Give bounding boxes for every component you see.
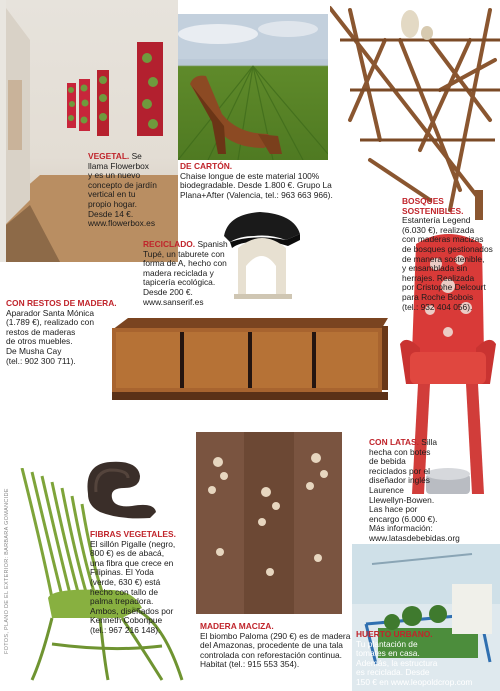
caption-line: 800 €) es de abacá, bbox=[90, 548, 165, 559]
caption-line: de otros muebles. bbox=[6, 336, 73, 347]
caption-line: Tupé, un taburete con bbox=[143, 248, 225, 259]
caption-line: palma trepadora. bbox=[90, 596, 154, 607]
caption-line: Ambos, diseñados por bbox=[90, 605, 174, 616]
caption-heading: VEGETAL. bbox=[88, 151, 130, 161]
caption-carton bbox=[180, 162, 340, 200]
caption-line: y ensamblada sin bbox=[402, 263, 468, 274]
caption-line: www.latasdebebidas.org bbox=[369, 532, 460, 543]
caption-line: una fibra que crece en bbox=[90, 557, 174, 568]
caption-fibras bbox=[90, 530, 194, 636]
caption-line: Tu plantación de bbox=[356, 638, 418, 649]
caption-bosques bbox=[402, 197, 498, 312]
caption-line: De Musha Cay bbox=[6, 345, 62, 356]
caption-line: Desde 200 €. bbox=[143, 286, 193, 297]
caption-heading: BOSQUES bbox=[402, 196, 444, 206]
caption-line: para Roche Bobois bbox=[402, 291, 474, 302]
caption-line: forma de A, hecho con bbox=[143, 258, 227, 269]
caption-reciclado bbox=[143, 240, 233, 307]
caption-line: Estantería Legend bbox=[402, 215, 471, 226]
caption-line: Desde 14 €. bbox=[88, 208, 134, 219]
caption-heading: MADERA MACIZA. bbox=[200, 621, 274, 631]
paloma-screen-photo bbox=[196, 432, 342, 614]
caption-line: El biombo Paloma (290 €) es de madera bbox=[200, 630, 351, 641]
caption-line: El sillón Pigalle (negro, bbox=[90, 538, 176, 549]
caption-line: Habitat (tel.: 915 553 354). bbox=[200, 659, 300, 670]
caption-heading: CON RESTOS DE MADERA. bbox=[6, 298, 117, 308]
caption-line: hecho con tallo de bbox=[90, 586, 158, 597]
caption-heading: CON LATAS. bbox=[369, 437, 419, 447]
caption-line: (tel.: 967 216 148). bbox=[90, 624, 161, 635]
caption-line: Aparador Santa Mónica bbox=[6, 307, 94, 318]
caption-line: encargo (6.000 €). bbox=[369, 513, 438, 524]
caption-vegetal bbox=[88, 152, 172, 229]
caption-line: www.flowerbox.es bbox=[88, 218, 156, 229]
caption-line: controlada con reforestación continua. bbox=[200, 649, 342, 660]
caption-line: 150 € en www.leopoldcrop.com bbox=[356, 676, 473, 687]
caption-latas bbox=[369, 438, 497, 544]
caption-line: tapicería ecológica. bbox=[143, 277, 216, 288]
caption-line: hecha con botes bbox=[369, 446, 431, 457]
caption-line: concepto de jardín bbox=[88, 179, 157, 190]
caption-line: tomates en casa. bbox=[356, 648, 420, 659]
caption-line: madera reciclada y bbox=[143, 267, 214, 278]
caption-line: de manera sostenible, bbox=[402, 253, 485, 264]
caption-line: (tel.: 932 404 056). bbox=[402, 301, 473, 312]
caption-heading: RECICLADO. bbox=[143, 239, 196, 249]
caption-heading: DE CARTÓN. bbox=[180, 161, 233, 171]
caption-line: Laurence bbox=[369, 484, 404, 495]
caption-line: por Cristophe Delcourt bbox=[402, 282, 486, 293]
photo-credit-vertical: FOTOS, PLANO DE EL EXTERIOR: BARBARA GOMANCIDE bbox=[4, 488, 10, 654]
caption-heading: FIBRAS VEGETALES. bbox=[90, 529, 176, 539]
caption-line: y es un nuevo bbox=[88, 170, 141, 181]
caption-line: Filipinas. El Yoda bbox=[90, 567, 154, 578]
caption-line: Chaise longue de este material 100% bbox=[180, 170, 320, 181]
caption-line: diseñador inglés bbox=[369, 475, 430, 486]
caption-line: herrajes. Realizada bbox=[402, 272, 475, 283]
caption-line: Spanish bbox=[197, 239, 228, 249]
caption-line: Llewellyn-Bowen. bbox=[369, 494, 435, 505]
caption-line: Más información: bbox=[369, 523, 433, 534]
caption-heading: SOSTENIBLES. bbox=[402, 205, 464, 216]
caption-line: Kenneth Cobonpue bbox=[90, 615, 163, 626]
caption-line: www.sanserif.es bbox=[143, 296, 204, 307]
legend-shelf-photo bbox=[330, 0, 500, 222]
caption-line: de bosques gestionados bbox=[402, 243, 493, 254]
cardboard-chaise-photo bbox=[178, 14, 328, 160]
caption-line: vertical en tu bbox=[88, 189, 136, 200]
santa-monica-sideboard-photo bbox=[112, 318, 388, 400]
pigalle-black-chair-photo bbox=[80, 454, 162, 522]
caption-line: Además, la estructura bbox=[356, 657, 438, 668]
caption-line: reciclados por el bbox=[369, 465, 430, 476]
caption-line: (6.030 €), realizada bbox=[402, 224, 475, 235]
caption-line: Plana+After (Valencia, tel.: 963 663 966). bbox=[180, 189, 333, 200]
caption-line: biodegradable. Desde 1.800 €. Grupo La bbox=[180, 180, 332, 191]
caption-line: del Amazonas, procedente de una tala bbox=[200, 640, 343, 651]
caption-line: de bebida bbox=[369, 456, 406, 467]
caption-line: (tel.: 902 300 711). bbox=[6, 355, 76, 366]
caption-line: Silla bbox=[421, 437, 438, 447]
caption-line: Se bbox=[131, 151, 142, 161]
caption-line: (verde, 630 €) está bbox=[90, 576, 161, 587]
caption-huerto bbox=[356, 630, 498, 688]
caption-line: con maderas macizas bbox=[402, 234, 484, 245]
caption-restos bbox=[6, 299, 126, 366]
caption-line: restos de maderas bbox=[6, 326, 76, 337]
caption-madera bbox=[200, 622, 358, 670]
caption-line: llama Flowerbox bbox=[88, 160, 149, 171]
caption-heading: HUERTO URBANO. bbox=[356, 629, 433, 639]
caption-line: es reciclada. Desde bbox=[356, 667, 430, 678]
caption-line: (1.789 €), realizado con bbox=[6, 317, 94, 328]
caption-line: propio hogar. bbox=[88, 198, 137, 209]
caption-line: Las hace por bbox=[369, 504, 418, 515]
